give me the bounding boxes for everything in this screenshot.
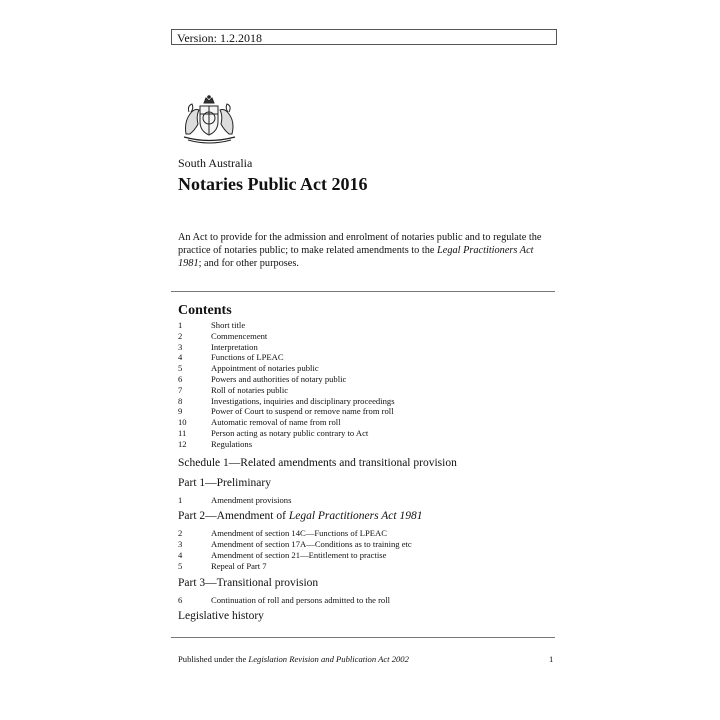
toc-section-row[interactable] xyxy=(178,428,558,439)
toc-title: Repeal of Part 7 xyxy=(211,560,267,571)
toc-title: Appointment of notaries public xyxy=(211,363,319,374)
page-number: 1 xyxy=(549,654,554,664)
toc-title: Regulations xyxy=(211,438,253,449)
footer-act-ref: Legislation Revision and Publication Act 2002 xyxy=(248,654,409,664)
part2-heading-act: Legal Practitioners Act 1981 xyxy=(288,510,423,523)
toc-section-row[interactable] xyxy=(178,385,558,396)
toc-title: Investigations, inquiries and disciplinary proceedings xyxy=(211,395,395,406)
toc-title: Automatic removal of name from roll xyxy=(211,417,341,428)
act-title: Notaries Public Act 2016 xyxy=(178,174,368,194)
toc-clause-row[interactable] xyxy=(178,528,558,539)
version-label: Version: 1.2.2018 xyxy=(177,31,262,45)
toc-title: Person acting as notary public contrary to Act xyxy=(211,427,369,438)
toc-clause-row[interactable] xyxy=(178,550,558,561)
toc-title: Power of Court to suspend or remove name from roll xyxy=(211,406,394,417)
toc-clause-row[interactable] xyxy=(178,561,558,572)
toc-number: 1 xyxy=(178,320,183,330)
toc-number: 2 xyxy=(178,528,183,539)
toc-section-row[interactable] xyxy=(178,352,558,363)
section-list xyxy=(178,320,558,450)
footer-text xyxy=(178,654,409,664)
toc-clause-row[interactable] xyxy=(178,495,558,506)
long-title-act-ref: Legal Practitioners Act 1981 xyxy=(178,245,534,269)
long-title xyxy=(178,231,558,270)
toc-number: 7 xyxy=(178,384,183,395)
part2-heading[interactable] xyxy=(178,509,558,523)
toc-number: 9 xyxy=(178,406,183,417)
toc-title: Commencement xyxy=(211,330,268,341)
toc-title: Amendment of section 17A—Conditions as to training etc xyxy=(211,539,412,550)
toc-number: 3 xyxy=(178,539,183,550)
schedule-heading[interactable]: Schedule 1—Related amendments and transitional provision xyxy=(178,456,457,469)
toc-title: Amendment provisions xyxy=(211,494,292,505)
toc-number: 6 xyxy=(178,373,183,384)
part1-heading[interactable]: Part 1—Preliminary xyxy=(178,476,271,489)
part2-list xyxy=(178,528,558,571)
toc-number: 10 xyxy=(178,417,187,428)
version-box xyxy=(171,29,557,45)
toc-title: Functions of LPEAC xyxy=(211,352,284,363)
toc-number: 4 xyxy=(178,549,183,560)
toc-number: 11 xyxy=(178,427,187,438)
toc-section-row[interactable] xyxy=(178,342,558,353)
toc-title: Interpretation xyxy=(211,341,258,352)
toc-number: 5 xyxy=(178,560,183,571)
toc-title: Continuation of roll and persons admitted to the roll xyxy=(211,594,391,605)
long-title-text: An Act to provide for the admission and enrolment of notaries public and to regulate the practice of notaries public; to make related amendments to the xyxy=(178,232,542,256)
toc-title: Amendment of section 21—Entitlement to practise xyxy=(211,549,387,560)
toc-number: 2 xyxy=(178,330,183,341)
footer-prefix: Published under the xyxy=(178,654,249,664)
toc-section-row[interactable] xyxy=(178,363,558,374)
jurisdiction: South Australia xyxy=(178,156,253,170)
divider-top xyxy=(171,291,555,292)
toc-number: 1 xyxy=(178,494,183,505)
part3-list xyxy=(178,595,558,606)
toc-number: 3 xyxy=(178,341,183,352)
toc-title: Powers and authorities of notary public xyxy=(211,373,347,384)
toc-number: 4 xyxy=(178,352,183,363)
toc-number: 12 xyxy=(178,438,187,449)
contents-heading: Contents xyxy=(178,303,232,318)
toc-section-row[interactable] xyxy=(178,374,558,385)
toc-section-row[interactable] xyxy=(178,331,558,342)
long-title-text-end: ; and for other purposes. xyxy=(198,258,299,269)
toc-number: 5 xyxy=(178,363,183,374)
toc-section-row[interactable] xyxy=(178,417,558,428)
part3-heading[interactable]: Part 3—Transitional provision xyxy=(178,576,319,589)
divider-bottom xyxy=(171,637,555,638)
part2-heading-text: Part 2—Amendment of xyxy=(178,510,289,523)
toc-section-row[interactable] xyxy=(178,396,558,407)
coat-of-arms-icon xyxy=(178,94,241,146)
toc-clause-row[interactable] xyxy=(178,595,558,606)
toc-title: Roll of notaries public xyxy=(211,384,289,395)
toc-number: 8 xyxy=(178,395,183,406)
toc-section-row[interactable] xyxy=(178,320,558,331)
part1-list xyxy=(178,495,558,506)
toc-section-row[interactable] xyxy=(178,439,558,450)
toc-clause-row[interactable] xyxy=(178,539,558,550)
toc-number: 6 xyxy=(178,594,183,605)
toc-title: Amendment of section 14C—Functions of LPEAC xyxy=(211,528,387,539)
toc-section-row[interactable] xyxy=(178,406,558,417)
legislative-history-link[interactable]: Legislative history xyxy=(178,610,264,623)
toc-title: Short title xyxy=(211,320,246,330)
table-of-contents xyxy=(178,320,558,628)
